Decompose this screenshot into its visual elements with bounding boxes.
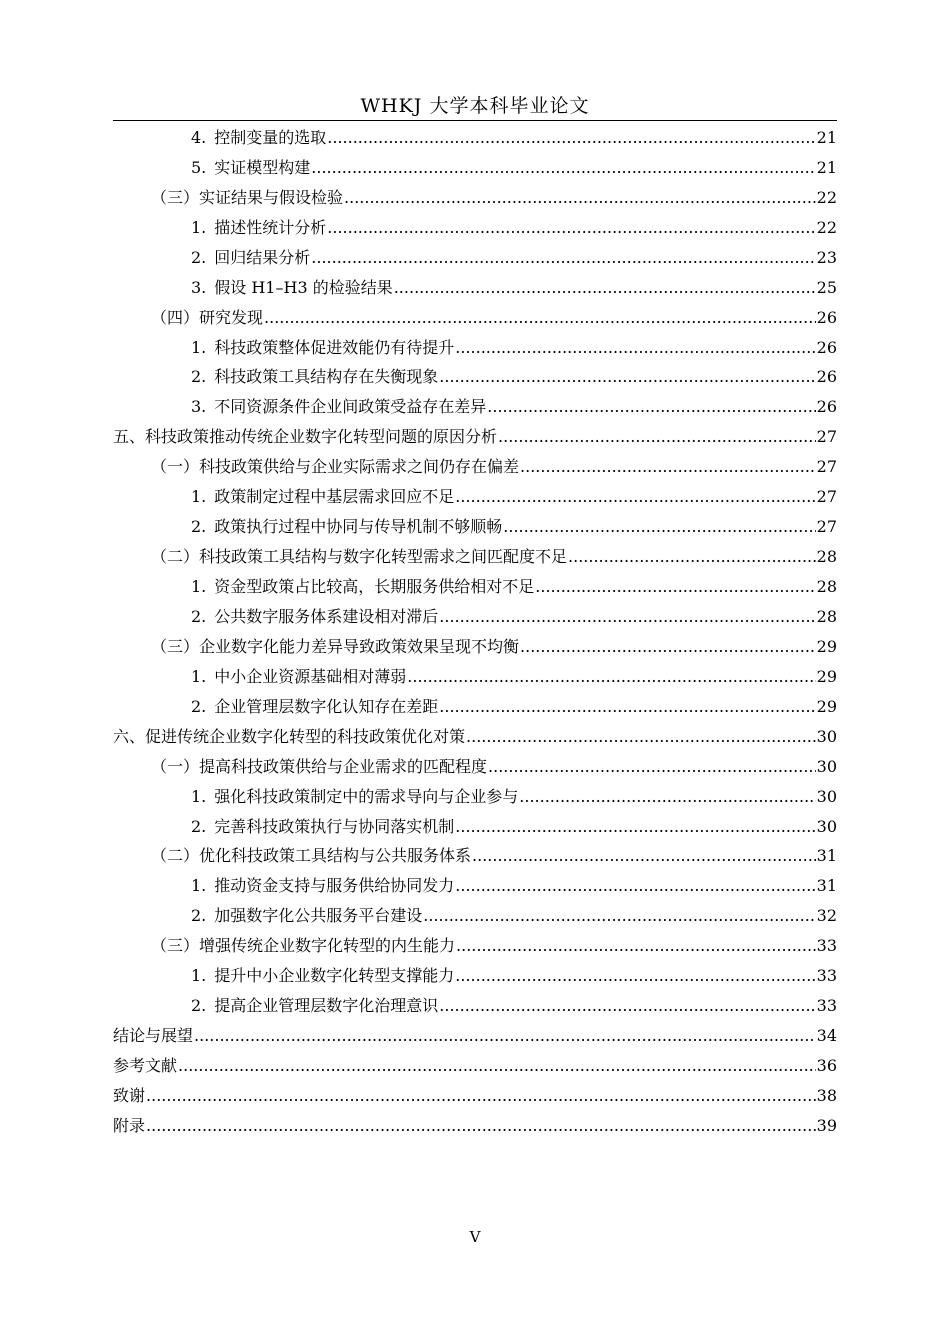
toc-entry[interactable] [113, 123, 837, 153]
toc-entry-title: （二）优化科技政策工具结构与公共服务体系 [151, 846, 472, 866]
toc-entry-page: 21 [816, 157, 837, 177]
toc-entry[interactable] [113, 991, 837, 1021]
toc-entry-page: 30 [816, 756, 837, 776]
toc-dot-leader [194, 1021, 816, 1051]
toc-dot-leader [535, 572, 815, 602]
toc-entry-number: 1. [191, 966, 207, 986]
toc-entry-page: 28 [816, 577, 837, 597]
toc-dot-leader [327, 123, 815, 153]
header-title: WHKJ 大学本科毕业论文 [360, 95, 590, 117]
toc-entry-title: 政策制定过程中基层需求回应不足 [214, 487, 455, 507]
toc-entry-number: 2. [191, 906, 207, 926]
toc-entry[interactable] [113, 333, 837, 363]
toc-entry[interactable] [113, 602, 837, 632]
toc-entry[interactable] [113, 961, 837, 991]
toc-entry-page: 29 [816, 696, 837, 716]
toc-entry-title: （三）企业数字化能力差异导致政策效果呈现不均衡 [151, 636, 520, 656]
toc-entry-title: 结论与展望 [113, 1026, 194, 1046]
toc-dot-leader [455, 333, 815, 363]
toc-dot-leader [439, 991, 815, 1021]
toc-entry[interactable] [113, 871, 837, 901]
toc-dot-leader [311, 153, 815, 183]
toc-entry[interactable] [113, 363, 837, 393]
toc-dot-leader [439, 362, 815, 392]
toc-entry[interactable] [113, 1081, 837, 1111]
toc-entry[interactable] [113, 183, 837, 213]
toc-entry-title: 实证模型构建 [214, 157, 311, 177]
toc-entry-number: 1. [191, 577, 207, 597]
toc-entry[interactable] [113, 931, 837, 961]
toc-entry-number: 2. [191, 247, 207, 267]
toc-entry[interactable] [113, 153, 837, 183]
toc-entry-number: 1. [191, 786, 207, 806]
toc-entry[interactable] [113, 482, 837, 512]
toc-entry-title: 描述性统计分析 [214, 217, 327, 237]
toc-entry[interactable] [113, 752, 837, 782]
toc-entry-title: 企业管理层数字化认知存在差距 [214, 696, 439, 716]
toc-entry-title: 附录 [113, 1115, 146, 1135]
toc-dot-leader [439, 602, 815, 632]
toc-entry-page: 26 [816, 307, 837, 327]
toc-dot-leader [472, 841, 816, 871]
toc-entry-title: 回归结果分析 [214, 247, 311, 267]
toc-dot-leader [327, 213, 815, 243]
toc-entry-page: 39 [816, 1115, 837, 1135]
toc-entry-title: 政策执行过程中协同与传导机制不够顺畅 [214, 517, 503, 537]
toc-entry-page: 33 [816, 936, 837, 956]
toc-dot-leader [488, 752, 816, 782]
toc-entry-number: 1. [191, 217, 207, 237]
toc-entry-title: （三）实证结果与假设检验 [151, 187, 344, 207]
toc-entry-page: 26 [816, 337, 837, 357]
toc-entry-title: 假设 H1–H3 的检验结果 [214, 277, 393, 297]
toc-entry[interactable] [113, 303, 837, 333]
toc-entry-title: （二）科技政策工具结构与数字化转型需求之间匹配度不足 [151, 547, 568, 567]
toc-entry-number: 1. [191, 876, 207, 896]
toc-entry-title: 不同资源条件企业间政策受益存在差异 [214, 397, 487, 417]
toc-entry-title: （一）提高科技政策供给与企业需求的匹配程度 [151, 756, 488, 776]
toc-dot-leader [344, 183, 816, 213]
toc-entry-number: 2. [191, 517, 207, 537]
toc-entry-title: 五、科技政策推动传统企业数字化转型问题的原因分析 [113, 427, 498, 447]
toc-dot-leader [264, 303, 816, 333]
toc-entry-page: 32 [816, 906, 837, 926]
toc-entry-title: 完善科技政策执行与协同落实机制 [214, 816, 455, 836]
toc-entry-number: 1. [191, 487, 207, 507]
toc-entry-page: 36 [816, 1056, 837, 1076]
toc-dot-leader [520, 452, 816, 482]
toc-dot-leader [407, 662, 815, 692]
toc-dot-leader [519, 782, 815, 812]
toc-entry[interactable] [113, 243, 837, 273]
toc-entry-title: （一）科技政策供给与企业实际需求之间仍存在偏差 [151, 457, 520, 477]
toc-dot-leader [568, 542, 816, 572]
toc-entry[interactable] [113, 812, 837, 842]
toc-entry[interactable] [113, 901, 837, 931]
toc-entry-title: （三）增强传统企业数字化转型的内生能力 [151, 936, 456, 956]
toc-entry-number: 4. [191, 127, 207, 147]
toc-entry-page: 21 [816, 127, 837, 147]
toc-entry-page: 27 [816, 517, 837, 537]
toc-entry-page: 38 [816, 1085, 837, 1105]
toc-entry-page: 33 [816, 996, 837, 1016]
toc-entry-page: 25 [816, 277, 837, 297]
toc-entry[interactable] [113, 722, 837, 752]
toc-entry-page: 28 [816, 547, 837, 567]
toc-entry-number: 2. [191, 367, 207, 387]
toc-entry-title: 公共数字服务体系建设相对滞后 [214, 606, 439, 626]
toc-entry-number: 1. [191, 337, 207, 357]
table-of-contents [113, 123, 837, 1141]
toc-entry-page: 28 [816, 606, 837, 626]
toc-dot-leader [394, 273, 816, 303]
page-header [113, 92, 837, 121]
toc-entry[interactable] [113, 632, 837, 662]
toc-entry-title: 资金型政策占比较高，长期服务供给相对不足 [214, 577, 535, 597]
toc-dot-leader [455, 482, 815, 512]
toc-entry-title: 参考文献 [113, 1056, 178, 1076]
toc-dot-leader [439, 692, 815, 722]
page-number: V [469, 1228, 481, 1246]
toc-entry-title: 强化科技政策制定中的需求导向与企业参与 [214, 786, 519, 806]
toc-entry[interactable] [113, 572, 837, 602]
toc-entry-title: （四）研究发现 [151, 307, 264, 327]
toc-entry[interactable] [113, 213, 837, 243]
toc-entry[interactable] [113, 782, 837, 812]
page-footer [0, 1228, 950, 1246]
toc-entry[interactable] [113, 842, 837, 872]
toc-entry-title: 科技政策工具结构存在失衡现象 [214, 367, 439, 387]
toc-entry[interactable] [113, 1111, 837, 1141]
toc-entry-title: 加强数字化公共服务平台建设 [214, 906, 423, 926]
toc-entry-title: 中小企业资源基础相对薄弱 [214, 666, 407, 686]
toc-entry[interactable] [113, 1051, 837, 1081]
toc-dot-leader [455, 961, 815, 991]
toc-dot-leader [455, 871, 815, 901]
toc-entry-page: 23 [816, 247, 837, 267]
toc-entry[interactable] [113, 542, 837, 572]
toc-dot-leader [311, 243, 815, 273]
toc-entry-page: 22 [816, 187, 837, 207]
toc-entry-title: 提高企业管理层数字化治理意识 [214, 996, 439, 1016]
toc-entry-page: 30 [816, 726, 837, 746]
toc-entry-page: 31 [816, 876, 837, 896]
toc-entry-title: 六、促进传统企业数字化转型的科技政策优化对策 [113, 726, 466, 746]
toc-dot-leader [146, 1111, 816, 1141]
toc-dot-leader [178, 1051, 816, 1081]
toc-dot-leader [498, 422, 816, 452]
toc-entry-number: 2. [191, 996, 207, 1016]
toc-entry[interactable] [113, 692, 837, 722]
toc-entry-number: 1. [191, 666, 207, 686]
toc-entry-page: 29 [816, 666, 837, 686]
toc-entry-title: 推动资金支持与服务供给协同发力 [214, 876, 455, 896]
toc-entry-number: 2. [191, 606, 207, 626]
toc-dot-leader [423, 901, 815, 931]
toc-entry-page: 26 [816, 397, 837, 417]
toc-entry-number: 3. [191, 277, 207, 297]
toc-entry-number: 2. [191, 816, 207, 836]
toc-entry-title: 提升中小企业数字化转型支撑能力 [214, 966, 455, 986]
toc-entry[interactable] [113, 422, 837, 452]
toc-entry-number: 2. [191, 696, 207, 716]
toc-entry[interactable] [113, 662, 837, 692]
toc-dot-leader [455, 812, 815, 842]
toc-dot-leader [520, 632, 816, 662]
toc-entry-number: 5. [191, 157, 207, 177]
toc-entry[interactable] [113, 273, 837, 303]
toc-dot-leader [466, 722, 816, 752]
toc-entry-page: 27 [816, 427, 837, 447]
toc-dot-leader [503, 512, 815, 542]
toc-entry-page: 29 [816, 636, 837, 656]
toc-entry[interactable] [113, 392, 837, 422]
toc-entry-page: 33 [816, 966, 837, 986]
toc-entry-title: 科技政策整体促进效能仍有待提升 [214, 337, 455, 357]
toc-entry-page: 27 [816, 457, 837, 477]
toc-entry-page: 34 [816, 1026, 837, 1046]
toc-entry-title: 致谢 [113, 1085, 146, 1105]
toc-entry-title: 控制变量的选取 [214, 127, 327, 147]
toc-dot-leader [487, 392, 815, 422]
toc-entry[interactable] [113, 452, 837, 482]
toc-entry-page: 27 [816, 487, 837, 507]
toc-entry-page: 30 [816, 786, 837, 806]
toc-entry[interactable] [113, 1021, 837, 1051]
toc-entry-page: 30 [816, 816, 837, 836]
toc-entry-page: 22 [816, 217, 837, 237]
toc-entry[interactable] [113, 512, 837, 542]
toc-entry-number: 3. [191, 397, 207, 417]
toc-dot-leader [456, 931, 816, 961]
toc-entry-page: 26 [816, 367, 837, 387]
toc-dot-leader [146, 1081, 816, 1111]
toc-entry-page: 31 [816, 846, 837, 866]
